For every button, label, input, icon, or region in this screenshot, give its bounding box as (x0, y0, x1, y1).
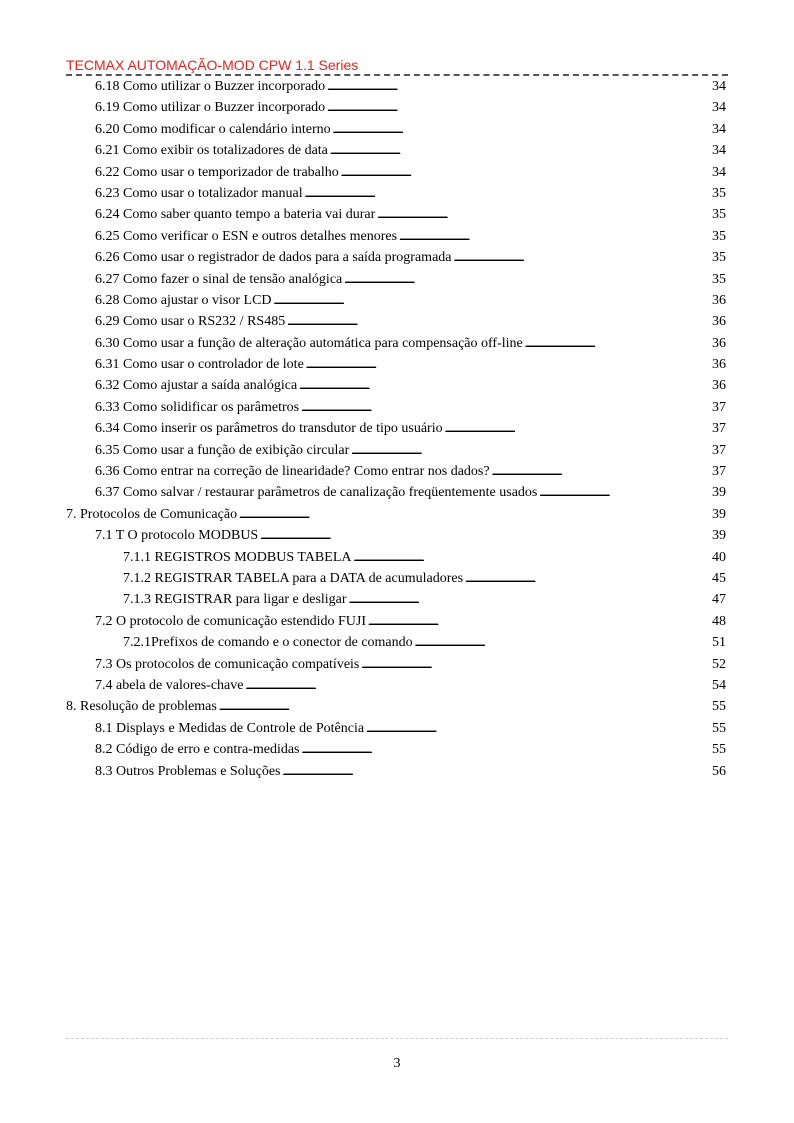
toc-entry[interactable] (66, 461, 726, 482)
dot-leader (353, 547, 710, 569)
toc-entry-page: 34 (712, 79, 726, 94)
toc-entry-page: 39 (712, 528, 726, 544)
toc-entry-title: 7.4 abela de valores-chave (95, 677, 244, 693)
toc-entry[interactable] (66, 97, 726, 118)
page-number: 3 (393, 1056, 401, 1071)
toc-entry-title: 6.26 Como usar o registrador de dados para a saída programada (95, 250, 452, 266)
toc-entry[interactable] (66, 140, 726, 161)
dot-leader (299, 375, 710, 397)
toc-entry-page: 36 (712, 357, 726, 373)
dot-leader (219, 696, 710, 718)
toc-entry-title: 7.1.3 REGISTRAR para ligar e desligar (123, 592, 347, 608)
toc-entry-page: 56 (712, 763, 726, 779)
toc-entry[interactable] (66, 247, 726, 268)
toc-entry[interactable] (66, 162, 726, 183)
toc-entry-page: 35 (712, 228, 726, 244)
toc-entry-page: 35 (712, 250, 726, 266)
dot-leader (239, 504, 710, 526)
dot-leader (344, 269, 710, 291)
toc-entry-page: 55 (712, 720, 726, 736)
toc-entry-title: 7.3 Os protocolos de comunicação compatíveis (95, 656, 360, 672)
toc-entry-title: 6.27 Como fazer o sinal de tensão analógica (95, 271, 343, 287)
dot-leader (341, 162, 710, 184)
toc-entry-title: 6.34 Como inserir os parâmetros do transdutor de tipo usuário (95, 421, 443, 437)
dot-leader (287, 311, 710, 333)
toc-entry-title: 6.33 Como solidificar os parâmetros (95, 399, 300, 415)
toc-entry[interactable] (66, 482, 726, 503)
toc-entry[interactable] (66, 739, 726, 760)
toc-entry-title: 8.1 Displays e Medidas de Controle de Potência (95, 720, 365, 736)
toc-entry-title: 6.35 Como usar a função de exibição circular (95, 442, 350, 458)
dot-leader (445, 418, 710, 440)
dot-leader (366, 718, 710, 740)
toc-entry[interactable] (66, 418, 726, 439)
toc-entry-title: 6.21 Como exibir os totalizadores de data (95, 143, 328, 159)
toc-entry-title: 6.23 Como usar o totalizador manual (95, 185, 303, 201)
toc-entry[interactable] (66, 226, 726, 247)
toc-entry-title: 6.37 Como salvar / restaurar parâmetros de canalização freqüentemente usados (95, 485, 538, 501)
dot-leader (399, 226, 710, 248)
dot-leader (351, 440, 710, 462)
toc-entry[interactable] (66, 269, 726, 290)
toc-entry[interactable] (66, 119, 726, 140)
toc-entry-page: 36 (712, 378, 726, 394)
footer-divider (66, 1038, 728, 1039)
toc-entry-title: 6.25 Como verificar o ESN e outros detalhes menores (95, 228, 398, 244)
toc-entry-page: 34 (712, 143, 726, 159)
dot-leader (330, 140, 710, 162)
dot-leader (525, 333, 710, 355)
dot-leader (539, 482, 710, 504)
toc-entry[interactable] (66, 375, 726, 396)
toc-entry-title: 6.18 Como utilizar o Buzzer incorporado (95, 79, 326, 94)
dot-leader (327, 76, 710, 98)
toc-entry[interactable] (66, 718, 726, 739)
dot-leader (368, 611, 710, 633)
toc-entry[interactable] (66, 525, 726, 546)
toc-entry[interactable] (66, 290, 726, 311)
toc-entry-title: 6.20 Como modificar o calendário interno (95, 121, 331, 137)
toc-entry-title: 6.19 Como utilizar o Buzzer incorporado (95, 100, 326, 116)
toc-entry-title: 6.24 Como saber quanto tempo a bateria vai durar (95, 207, 376, 223)
toc-entry[interactable] (66, 397, 726, 418)
toc-entry-title: 7. Protocolos de Comunicação (66, 506, 238, 522)
toc-entry-page: 34 (712, 164, 726, 180)
dot-leader (327, 97, 710, 119)
toc-entry-page: 34 (712, 100, 726, 116)
toc-entry-title: 6.31 Como usar o controlador de lote (95, 357, 304, 373)
toc-entry-title: 7.2 O protocolo de comunicação estendido FUJI (95, 613, 366, 629)
toc-entry-page: 35 (712, 185, 726, 201)
toc-entry-page: 40 (712, 549, 726, 565)
toc-entry[interactable] (66, 333, 726, 354)
toc-entry-page: 51 (712, 635, 726, 651)
dot-leader (306, 354, 710, 376)
dot-leader (305, 183, 710, 205)
toc-entry[interactable] (66, 504, 726, 525)
toc-entry-page: 45 (712, 570, 726, 586)
toc-entry-page: 37 (712, 442, 726, 458)
toc-entry-title: 7.1.2 REGISTRAR TABELA para a DATA de acumuladores (123, 570, 464, 586)
dot-leader (282, 761, 710, 783)
toc-entry-page: 35 (712, 271, 726, 287)
toc-entry[interactable] (66, 440, 726, 461)
toc-entry[interactable] (66, 204, 726, 225)
dot-leader (349, 589, 710, 611)
toc-entry[interactable] (66, 696, 726, 717)
toc-entry-title: 6.28 Como ajustar o visor LCD (95, 292, 272, 308)
toc-entry[interactable] (66, 611, 726, 632)
toc-entry-page: 54 (712, 677, 726, 693)
toc-entry-page: 36 (712, 314, 726, 330)
toc-entry-page: 36 (712, 335, 726, 351)
toc-entry[interactable] (66, 547, 726, 568)
dot-leader (361, 654, 710, 676)
dot-leader (492, 461, 710, 483)
toc-entry-page: 47 (712, 592, 726, 608)
toc-entry[interactable] (66, 761, 726, 782)
toc-entry-page: 37 (712, 464, 726, 480)
toc-entry-page: 34 (712, 121, 726, 137)
toc-entry[interactable] (66, 311, 726, 332)
toc-entry-title: 8.3 Outros Problemas e Soluções (95, 763, 281, 779)
toc-entry-page: 48 (712, 613, 726, 629)
running-header: TECMAX AUTOMAÇÃO-MOD CPW 1.1 Series (66, 57, 359, 73)
dot-leader (415, 632, 710, 654)
toc-entry-page: 37 (712, 421, 726, 437)
toc-entry[interactable] (66, 76, 726, 97)
toc-entry-page: 39 (712, 485, 726, 501)
dot-leader (302, 739, 711, 761)
toc-entry-title: 8. Resolução de problemas (66, 699, 217, 715)
toc-entry[interactable] (66, 568, 726, 589)
dot-leader (333, 119, 710, 141)
dot-leader (465, 568, 710, 590)
toc-entry-page: 52 (712, 656, 726, 672)
dot-leader (245, 675, 710, 697)
toc-entry[interactable] (66, 354, 726, 375)
dot-leader (454, 247, 711, 269)
toc-entry-title: 6.32 Como ajustar a saída analógica (95, 378, 298, 394)
toc-entry-title: 7.1.1 REGISTROS MODBUS TABELA (123, 549, 352, 565)
toc-entry-title: 7.2.1Prefixos de comando e o conector de comando (123, 635, 413, 651)
toc-entry[interactable] (66, 654, 726, 675)
toc-entry-title: 7.1 T O protocolo MODBUS (95, 528, 259, 544)
dot-leader (301, 397, 710, 419)
toc-entry-page: 39 (712, 506, 726, 522)
dot-leader (274, 290, 710, 312)
toc-entry[interactable] (66, 589, 726, 610)
toc-entry-page: 35 (712, 207, 726, 223)
toc-entry-title: 6.29 Como usar o RS232 / RS485 (95, 314, 286, 330)
table-of-contents (66, 76, 726, 782)
toc-entry[interactable] (66, 632, 726, 653)
toc-entry-page: 55 (712, 699, 726, 715)
dot-leader (260, 525, 710, 547)
toc-entry[interactable] (66, 183, 726, 204)
toc-entry-title: 6.30 Como usar a função de alteração automática para compensação off-line (95, 335, 523, 351)
toc-entry-page: 37 (712, 399, 726, 415)
toc-entry-page: 55 (712, 742, 726, 758)
toc-entry-title: 6.22 Como usar o temporizador de trabalho (95, 164, 339, 180)
toc-entry-title: 6.36 Como entrar na correção de linearidade? Como entrar nos dados? (95, 464, 490, 480)
toc-entry-title: 8.2 Código de erro e contra-medidas (95, 742, 300, 758)
toc-entry-page: 36 (712, 292, 726, 308)
toc-entry[interactable] (66, 675, 726, 696)
dot-leader (377, 204, 710, 226)
